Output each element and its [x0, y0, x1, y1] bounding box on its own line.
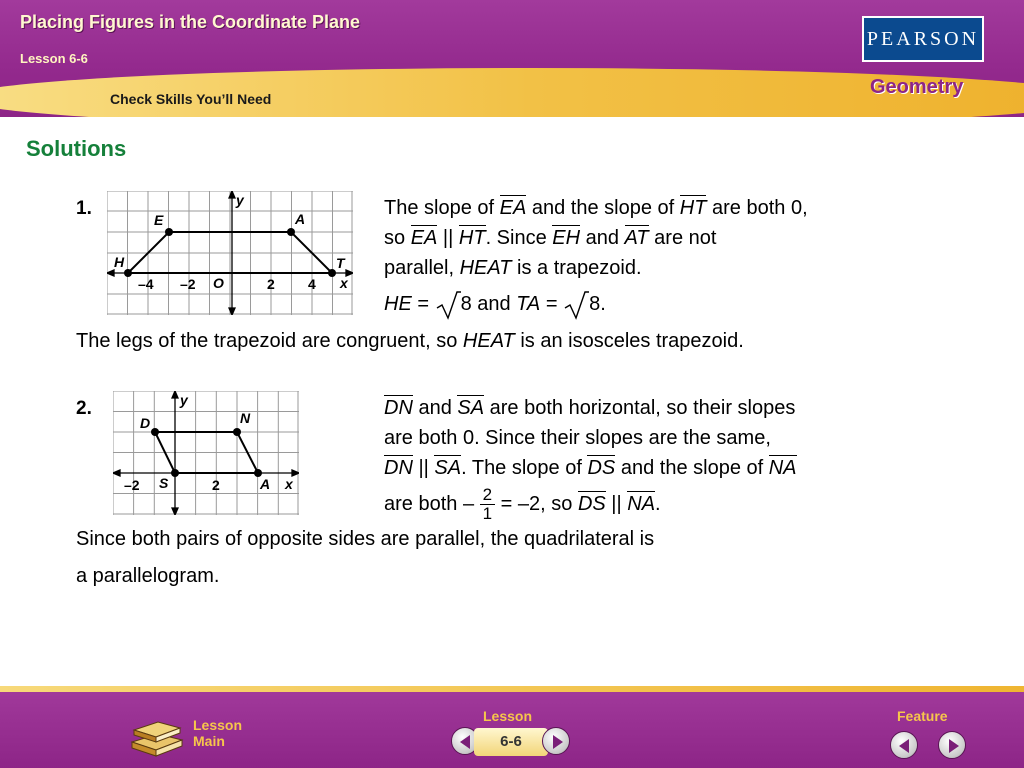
point-n-label: N: [240, 410, 251, 426]
arrow-right-icon: [939, 732, 967, 760]
page-title: Placing Figures in the Coordinate Plane: [20, 12, 361, 32]
point-t-label: T: [336, 255, 345, 271]
problem-2-line-4: are both – $\frac{2}{1}$ = –2, so DS || NA.: [384, 485, 661, 523]
lesson-main-line-2: Main: [193, 733, 225, 749]
point-a-label: A: [295, 211, 306, 227]
problem-1-line-4: HE = 8 and TA = 8.: [384, 290, 606, 320]
problem-1-graph: [107, 191, 353, 315]
sqrt-icon: [563, 290, 589, 320]
problem-2-line-1: DN and SA are both horizontal, so their slopes: [384, 397, 796, 419]
x-tick-label: 4: [308, 276, 316, 292]
subject-label: Geometry: [870, 76, 964, 98]
x-tick-label: –2: [180, 276, 196, 292]
y-axis-label: y: [180, 392, 188, 408]
header-banner: [0, 0, 1024, 117]
sqrt-icon: [435, 290, 461, 320]
x-tick-label: –4: [138, 276, 154, 292]
lesson-nav-label: Lesson: [483, 708, 533, 724]
point-e-label: E: [154, 212, 164, 228]
x-tick-label: 2: [212, 477, 220, 493]
x-tick-label: 2: [267, 276, 275, 292]
x-axis-label: x: [285, 476, 293, 492]
problem-1-line-1: The slope of EA and the slope of HT are both 0,: [384, 197, 808, 219]
problem-2-conclusion-1: Since both pairs of opposite sides are parallel, the quadrilateral is: [76, 528, 655, 550]
origin-label: O: [213, 275, 224, 291]
y-axis-label: y: [236, 192, 244, 208]
problem-1-line-3: parallel, HEAT is a trapezoid.: [384, 257, 642, 279]
lesson-number: 6-6: [474, 728, 548, 756]
x-tick-label: –2: [124, 477, 140, 493]
point-d-label: D: [140, 415, 151, 431]
point-h-label: H: [114, 254, 125, 270]
problem-2-line-3: DN || SA. The slope of DS and the slope of NA: [384, 457, 797, 479]
lesson-main-link[interactable]: [193, 717, 242, 749]
pearson-logo: PEARSON: [862, 16, 984, 62]
problem-2-line-2: are both 0. Since their slopes are the same,: [384, 427, 771, 449]
footer-stripe: [0, 686, 1024, 692]
x-axis-label: x: [340, 275, 348, 291]
arrow-right-icon: [543, 728, 571, 756]
feature-next-button[interactable]: [938, 731, 966, 759]
problem-2-number: 2.: [76, 398, 92, 419]
point-s-label: S: [159, 475, 169, 491]
problem-1-conclusion: The legs of the trapezoid are congruent, so HEAT is an isosceles trapezoid.: [76, 330, 744, 352]
lesson-main-line-1: Lesson: [193, 717, 243, 733]
books-icon[interactable]: [128, 712, 186, 758]
problem-2-graph: [113, 391, 299, 515]
feature-prev-button[interactable]: [890, 731, 918, 759]
problem-2-conclusion-2: a parallelogram.: [76, 565, 220, 587]
lesson-next-button[interactable]: [542, 727, 570, 755]
fraction: $\frac{2}{1}$: [480, 486, 495, 523]
point-a-label: A: [260, 476, 271, 492]
problem-1-number: 1.: [76, 198, 92, 219]
check-skills-label: Check Skills You’ll Need: [110, 91, 272, 107]
lesson-tag: Lesson 6-6: [20, 51, 88, 66]
feature-nav-label: Feature: [897, 708, 948, 724]
problem-1-line-2: so EA || HT. Since EH and AT are not: [384, 227, 717, 249]
section-title: Solutions: [26, 136, 127, 161]
arrow-left-icon: [891, 732, 919, 760]
